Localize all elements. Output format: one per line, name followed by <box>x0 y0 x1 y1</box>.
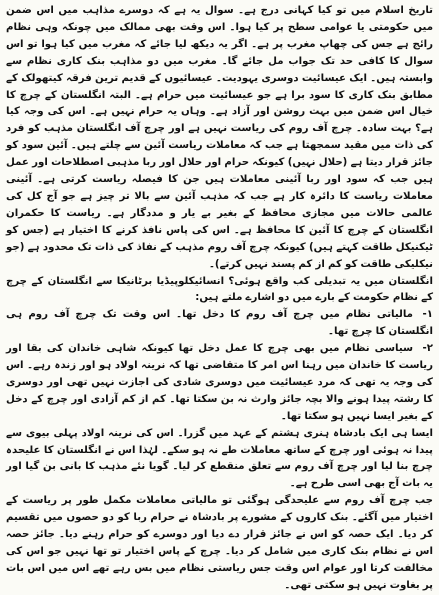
paragraph-henry: ایسا ہی ایک بادشاہ ہنری ہشتم کے عہد میں گزرا۔ اس کی نرینہ اولاد پہلی بیوی سے پیدا نہ ہوئی اور چرچ کے ساتھ معاملات طے نہ ہو سکے۔ لہٰذا اس نے انگلستان کا علیحدہ چرچ بنا لیا اور چرچ آف روم سے تعلق منقطع کر لیا۔ گویا نئے مذہب کا بانی بن گیا اور یہ بات آج بھی اسی طرح ہے۔ <box>6 427 433 490</box>
numbered-list <box>6 307 433 425</box>
list-item-1 <box>6 307 433 341</box>
list-item-text: مالیاتی نظام میں چرچ آف روم کا دخل تھا۔ اس وقت تک چرچ آف روم ہی انگلستان کا چرچ تھا۔ <box>6 309 433 338</box>
list-marker: ۱- <box>422 309 433 321</box>
paragraph-intro: تاریخ اسلام میں تو کیا کہانی درج ہے۔ سوال یہ ہے کہ دوسرے مذاہب میں اس ضمن میں حکومتی یا عوامی سطح پر کیا ہوا۔ اس وقت بھی ممالک میں چونکہ وہی نظام رائج ہے جس کی چھاپ مغرب پر ہے۔ اگر یہ دیکھ لیا جائے کہ مغرب میں کیا ہوا تو اس سوال کا کافی حد تک جواب مل جائے گا۔ مغرب میں دو مذاہب بنک کاری نظام سے وابستہ ہیں۔ ایک عیسائیت دوسری یہودیت۔ عیسائیوں کے قدیم ترین فرقہ کیتھولک کے مطابق بنک کاری کا سود برا ہے جو عیسائیت میں حرام ہے۔ البتہ انگلستان کے چرچ کا خیال اس ضمن میں بہت روشن اور آزاد ہے۔ وہاں یہ حرام نہیں ہے۔ اس کی وجہ کیا ہے؟ بہت سادہ۔ چرچ آف روم کی ریاست نہیں ہے اور چرچ آف انگلستان مذہب کو فرد کی ذات میں مقید سمجھتا ہے جب کہ معاملات ریاست آئین سے چلتے ہیں۔ آئین سود کو جائز قرار دیتا ہے (حلال نہیں) کیونکہ حرام اور حلال اور ربا مذہبی اصطلاحات اور عمل ہیں جب کہ سود اور ربا آئینی معاملات ہیں جن کا فیصلہ ریاست کرتی ہے۔ آئینی معاملات ریاست کا دائرہ کار ہے جب کہ مذہب آئین سے بالا تر چیز ہے جو آج کل کی عالمی حالات میں مجازی محافظ کے بغیر بے یار و مددگار ہے۔ ریاست کا حکمران انگلستان کے چرچ کا آئین کا محافظ ہے۔ اس کی پاس نافذ کرنے کا اختیار ہے (جس کو ٹیکنیکل طاقت کہتے ہیں) کیونکہ چرچ آف روم مذہب کے نفاذ کی ذات تک محدود ہے (جو نیکلیکی طاقت کو کم از کم پسند نہیں کرتے)۔ <box>6 5 433 270</box>
paragraph-question: انگلستان میں یہ تبدیلی کب واقع ہوئی؟ انسائیکلوپیڈیا برٹانیکا سے انگلستان کے چرچ کے نظام حکومت کے بارے میں دو اشارے ملتے ہیں: <box>6 275 433 304</box>
list-item-text: سیاسی نظام میں بھی چرچ کا عمل دخل تھا کیونکہ شاہی خاندان کی بقا اور ریاست کا خاندان میں رہنا اس امر کا متقاضی تھا کہ نرینہ اولاد ہو اور زندہ رہے۔ اس کی وجہ یہ تھی کہ مرد عیسائیت میں دوسری شادی کی اجازت نہیں تھی اور دوسری کا رشتہ پیدا ہونے والا بچہ جائز وارث نہ بن سکتا تھا۔ کم از کم آزادی اور چرچ کے دخل کے بغیر ایسا نہیں ہو سکتا تھا۔ <box>6 343 433 422</box>
list-marker: ۲- <box>422 343 433 355</box>
paragraph-conclusion: جب چرچ آف روم سے علیحدگی ہوگئی تو مالیاتی معاملات مکمل طور پر ریاست کے اختیار میں آگئے۔ بنک کاروں کے مشورے پر بادشاہ نے حرام ربا کو دو حصوں میں تقسیم کر دیا۔ ایک حصہ کو اس نے جائز قرار دے دیا اور دوسرے کو حرام رہنے دیا۔ جائز حصہ اس نے نظام بنک کاری میں شامل کر دیا۔ چرچ کے پاس اختیار تو تھا نہیں جو اس کی مخالفت کرتا اور عوام اس وقت جس ریاستی نظام میں بس رہے تھے اس میں اس بات پر بغاوت نہیں ہو سکتی تھی۔ <box>6 495 433 591</box>
list-item-2 <box>6 341 433 426</box>
article-text <box>6 3 433 595</box>
